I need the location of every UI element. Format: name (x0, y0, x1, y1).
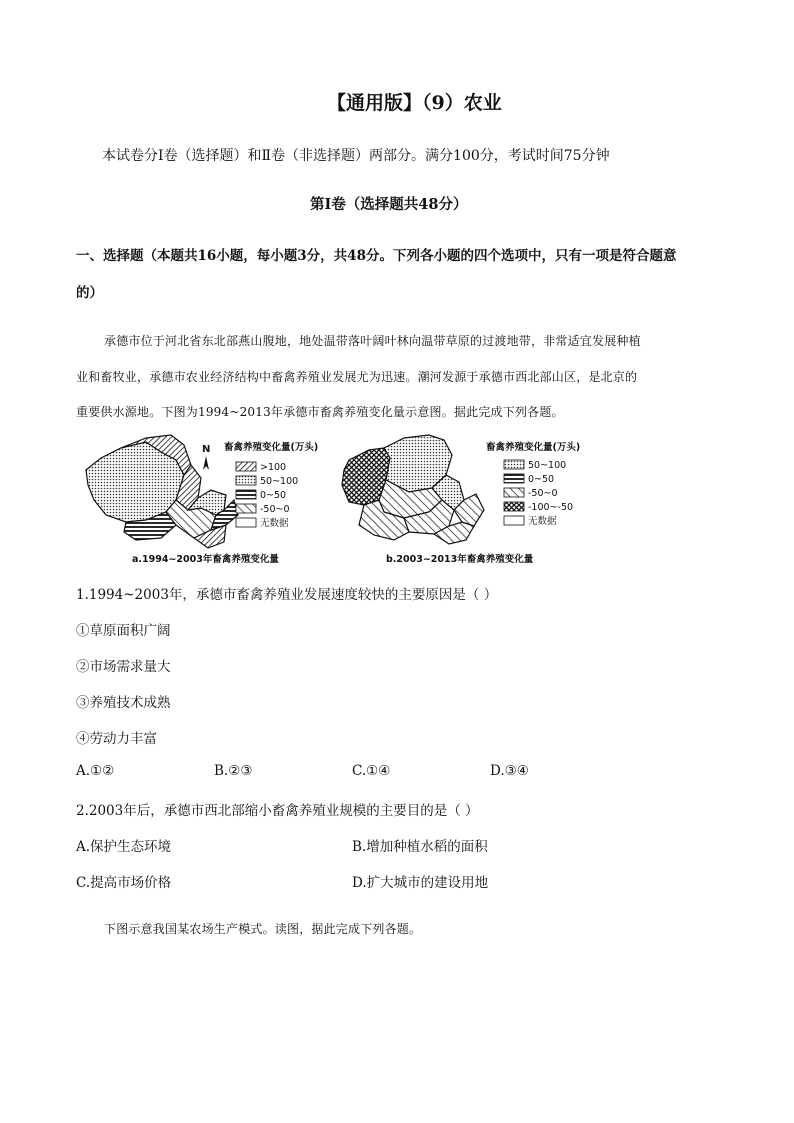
livestock-change-maps (76, 430, 610, 568)
map-b-legend-title: 畜禽养殖变化量(万头) (486, 442, 581, 453)
north-arrow-icon (203, 456, 209, 470)
question-1-item-2: ②市场需求量大 (76, 659, 171, 675)
map-a-legend-item-2: 50~100 (260, 476, 299, 487)
question-2-option-c[interactable]: C.提高市场价格 (76, 875, 172, 891)
map-b-legend-item-1: 50~100 (528, 460, 567, 471)
question-1-option-c[interactable]: C.①④ (352, 763, 391, 779)
question-1-option-a[interactable]: A.①② (76, 763, 115, 779)
question-1-stem: 1.1994~2003年，承德市畜禽养殖业发展速度较快的主要原因是（ ） (76, 587, 498, 603)
question-2-option-b[interactable]: B.增加种植水稻的面积 (352, 839, 488, 855)
map-a-legend-item-3: 0~50 (260, 490, 287, 501)
question-1-item-3: ③养殖技术成熟 (76, 695, 171, 711)
question-1-option-d[interactable]: D.③④ (490, 763, 529, 779)
question-1-option-b[interactable]: B.②③ (214, 763, 253, 779)
passage1-line3: 重要供水源地。下图为1994~2013年承德市畜禽养殖变化量示意图。据此完成下列各题。 (76, 405, 564, 419)
map-a-legend-item-5: 无数据 (260, 518, 289, 529)
map-b-caption: b.2003~2013年畜禽养殖变化量 (386, 554, 534, 565)
question-1-item-1: ①草原面积广阔 (76, 623, 171, 639)
passage1-line2: 业和畜牧业，承德市农业经济结构中畜禽养殖业发展尤为迅速。潮河发源于承德市西北部山区，是北京的 (76, 370, 638, 384)
section-instruction-line1: 一、选择题（本题共16小题，每小题3分，共48分。下列各小题的四个选项中，只有一项是符合题意 (76, 248, 677, 264)
map-a-caption: a.1994~2003年畜禽养殖变化量 (132, 554, 279, 565)
map-a-legend-item-4: -50~0 (260, 504, 290, 515)
map-b-legend-item-3: -50~0 (528, 488, 558, 499)
map-b-legend-item-5: 无数据 (528, 516, 557, 527)
question-2-stem: 2.2003年后，承德市西北部缩小畜禽养殖业规模的主要目的是（ ） (76, 803, 479, 819)
question-1-item-4: ④劳动力丰富 (76, 731, 157, 747)
passage1-line1: 承德市位于河北省东北部燕山腹地，地处温带落叶阔叶林向温带草原的过渡地带，非常适宜发展种植 (104, 334, 641, 348)
page-title: 【通用版】（9）农业 (327, 92, 502, 114)
exam-intro: 本试卷分Ⅰ卷（选择题）和Ⅱ卷（非选择题）两部分。满分100分，考试时间75分钟 (102, 148, 610, 164)
map-a-legend-title: 畜禽养殖变化量(万头) (224, 442, 319, 453)
map-b (342, 435, 580, 565)
question-2-option-a[interactable]: A.保护生态环境 (76, 839, 172, 855)
map-a-legend-item-1: >100 (260, 462, 287, 473)
map-a (86, 435, 318, 565)
map-b-legend-item-2: 0~50 (528, 474, 555, 485)
passage2-line1: 下图示意我国某农场生产模式。读图，据此完成下列各题。 (104, 922, 422, 936)
part-heading: 第Ⅰ卷（选择题共48分） (310, 196, 468, 213)
section-instruction-line2: 的） (76, 285, 103, 301)
map-b-legend-item-4: -100~-50 (528, 502, 574, 513)
north-label-a: N (202, 444, 211, 455)
question-2-option-d[interactable]: D.扩大城市的建设用地 (352, 875, 489, 891)
